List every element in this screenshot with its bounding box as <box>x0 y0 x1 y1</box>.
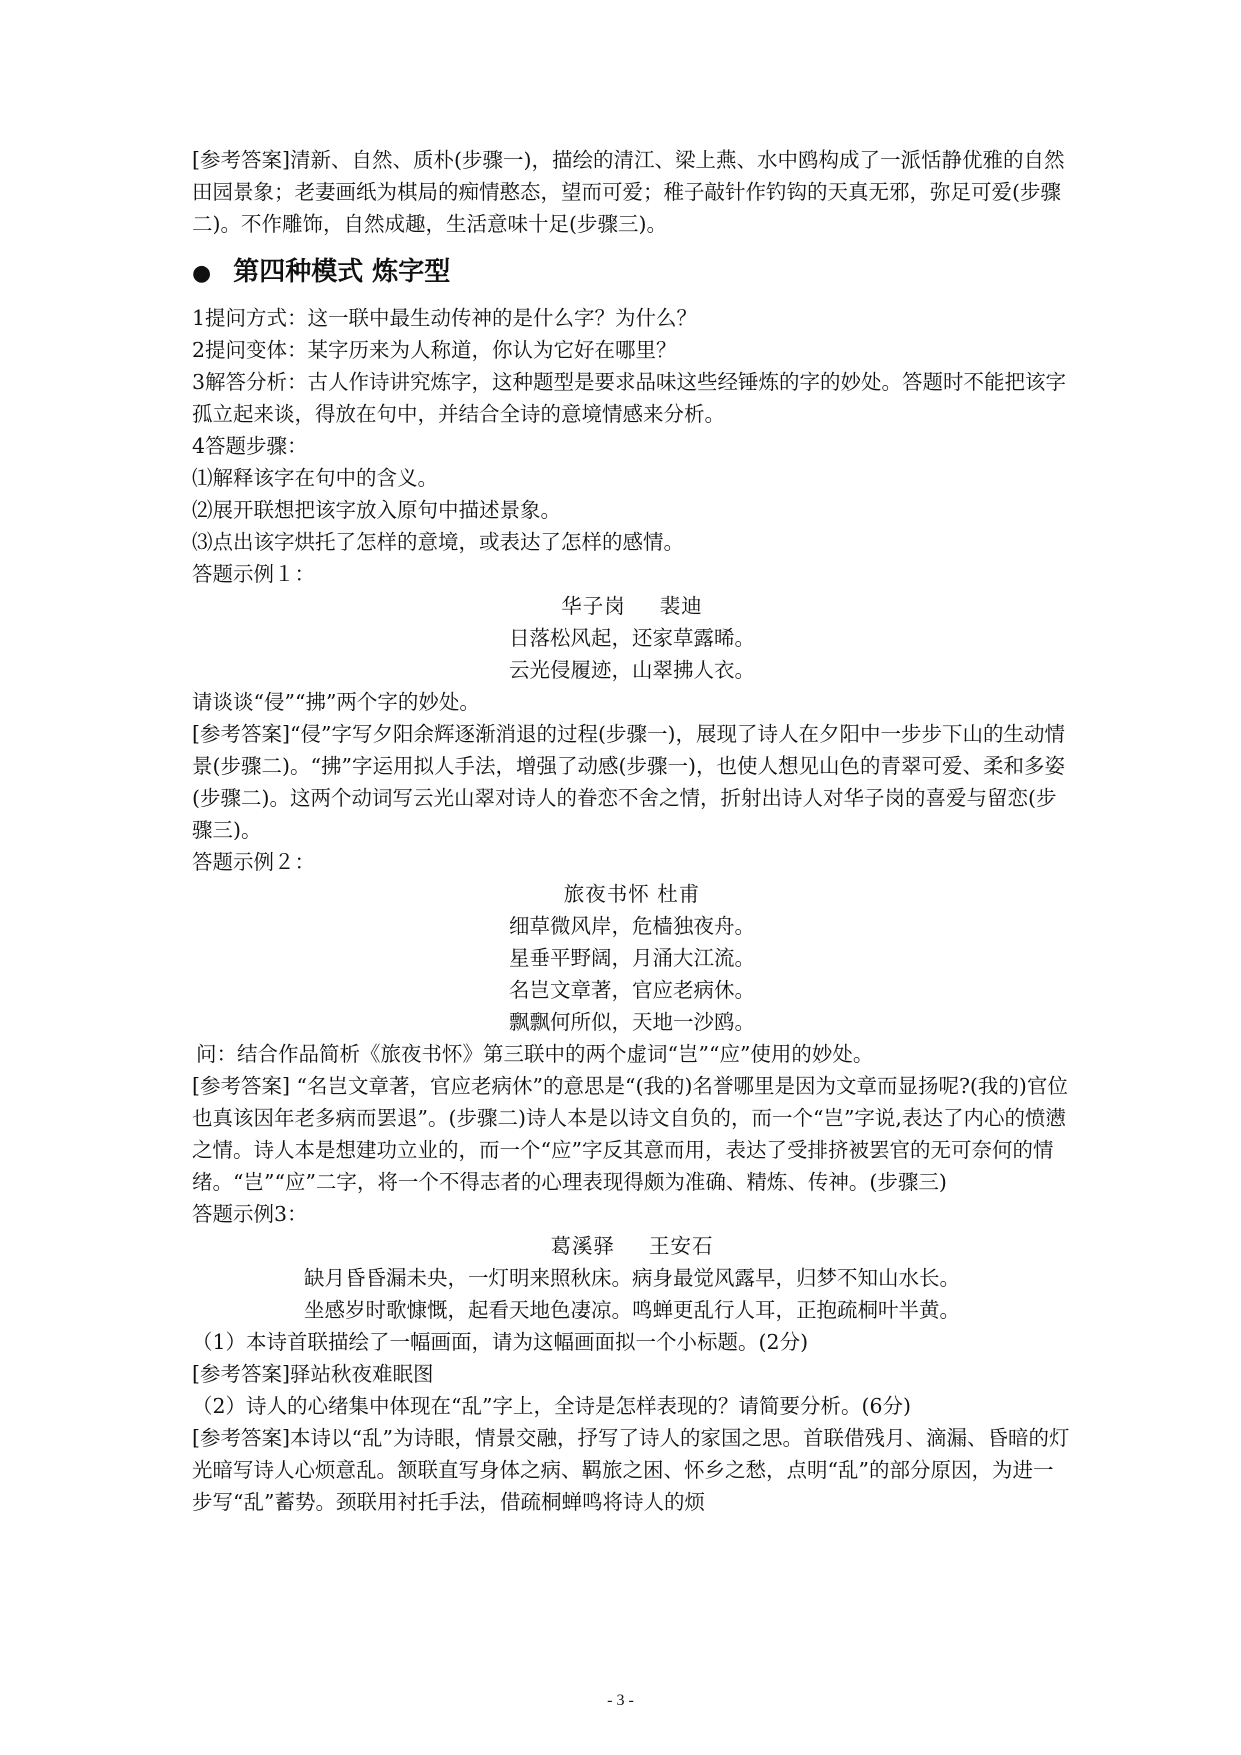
example-1-answer: [参考答案]“侵”字写夕阳余辉逐渐消退的过程(步骤一)，展现了诗人在夕阳中一步步下山的生动情景(步骤二)。“拂”字运用拟人手法，增强了动感(步骤一)，也使人想见山色的青翠可爱、柔和多姿(步骤二)。这两个动词写云光山翠对诗人的眷恋不舍之情，折射出诗人对华子岗的喜爱与留恋(步骤三)。 <box>192 722 1065 842</box>
page-number: - 3 - <box>607 1692 634 1709</box>
poem-line: 细草微风岸，危樯独夜舟。 <box>509 914 755 938</box>
example-2-poem-title: 旅夜书怀 杜甫 <box>563 882 701 906</box>
example-3-question-2: （2）诗人的心绪集中体现在“乱”字上，全诗是怎样表现的？请简要分析。(6分) <box>192 1394 912 1418</box>
example-3-answer-1: [参考答案]驿站秋夜难眠图 <box>192 1362 434 1386</box>
poem-line: 日落松风起，还家草露晞。 <box>509 626 755 650</box>
poem-author: 王安石 <box>649 1234 714 1258</box>
example-1-label: 答题示例１： <box>192 562 315 586</box>
example-3-label: 答题示例3： <box>192 1202 308 1226</box>
poem-line: 云光侵履迹，山翠拂人衣。 <box>509 658 755 682</box>
item-question-method: 1提问方式：这一联中最生动传神的是什么字？为什么？ <box>192 306 698 330</box>
item-question-variant: 2提问变体：某字历来为人称道，你认为它好在哪里？ <box>192 338 677 362</box>
step-1: ⑴解释该字在句中的含义。 <box>192 466 438 490</box>
example-1-question: 请谈谈“侵”“拂”两个字的妙处。 <box>192 690 480 714</box>
document-page <box>192 144 1072 1518</box>
intro-answer: [参考答案]清新、自然、质朴(步骤一)，描绘的清江、梁上燕、水中鸥构成了一派恬静优雅的自然田园景象；老妻画纸为棋局的痴情憨态，望而可爱；稚子敲针作钓钩的天真无邪，弥足可爱(步骤二)。不作雕饰，自然成趣，生活意味十足(步骤三)。 <box>192 148 1065 236</box>
example-3-answer-2: [参考答案]本诗以“乱”为诗眼，情景交融，抒写了诗人的家国之思。首联借残月、滴漏、昏暗的灯光暗写诗人心烦意乱。颔联直写身体之病、羁旅之困、怀乡之愁，点明“乱”的部分原因，为进一步写“乱”蓄势。颈联用衬托手法，借疏桐蝉鸣将诗人的烦 <box>192 1426 1070 1514</box>
example-2-question: 问：结合作品简析《旅夜书怀》第三联中的两个虚词“岂”“应”使用的妙处。 <box>196 1042 874 1066</box>
poem-line: 名岂文章著，官应老病休。 <box>509 978 755 1002</box>
example-2-label: 答题示例２： <box>192 850 315 874</box>
poem-line: 飘飘何所似，天地一沙鸥。 <box>509 1010 755 1034</box>
section-title: 第四种模式 炼字型 <box>233 257 451 287</box>
example-1-poem-title <box>192 590 1072 622</box>
poem-author: 裴迪 <box>659 594 703 618</box>
step-3: ⑶点出该字烘托了怎样的意境，或表达了怎样的感情。 <box>192 530 684 554</box>
example-2-answer: [参考答案] “名岂文章著，官应老病休”的意思是“(我的)名誉哪里是因为文章而显扬呢?(我的)官位也真该因年老多病而罢退”。(步骤二)诗人本是以诗文自负的，而一个“岂”字说,表达了内心的愤懑之情。诗人本是想建功立业的，而一个“应”字反其意而用，表达了受排挤被罢官的无可奈何的情绪。“岂”“应”二字，将一个不得志者的心理表现得颇为准确、精炼、传神。(步骤三) <box>192 1074 1068 1194</box>
example-3-poem-title <box>192 1230 1072 1262</box>
item-steps: 4答题步骤： <box>192 434 308 458</box>
poem-title: 葛溪驿 <box>550 1234 615 1258</box>
bullet-icon: ● <box>192 261 212 286</box>
poem-title: 华子岗 <box>561 594 626 618</box>
example-3-question-1: （1）本诗首联描绘了一幅画面，请为这幅画面拟一个小标题。(2分) <box>192 1330 809 1354</box>
step-2: ⑵展开联想把该字放入原句中描述景象。 <box>192 498 561 522</box>
item-analysis: 3解答分析：古人作诗讲究炼字，这种题型是要求品味这些经锤炼的字的妙处。答题时不能把该字孤立起来谈，得放在句中，并结合全诗的意境情感来分析。 <box>192 370 1067 426</box>
poem-line: 星垂平野阔，月涌大江流。 <box>509 946 755 970</box>
section-heading <box>192 250 1072 296</box>
poem-line: 缺月昏昏漏未央，一灯明来照秋床。病身最觉风露早，归梦不知山水长。 <box>304 1266 960 1290</box>
poem-line: 坐感岁时歌慷慨，起看天地色凄凉。鸣蝉更乱行人耳，正抱疏桐叶半黄。 <box>304 1298 960 1322</box>
